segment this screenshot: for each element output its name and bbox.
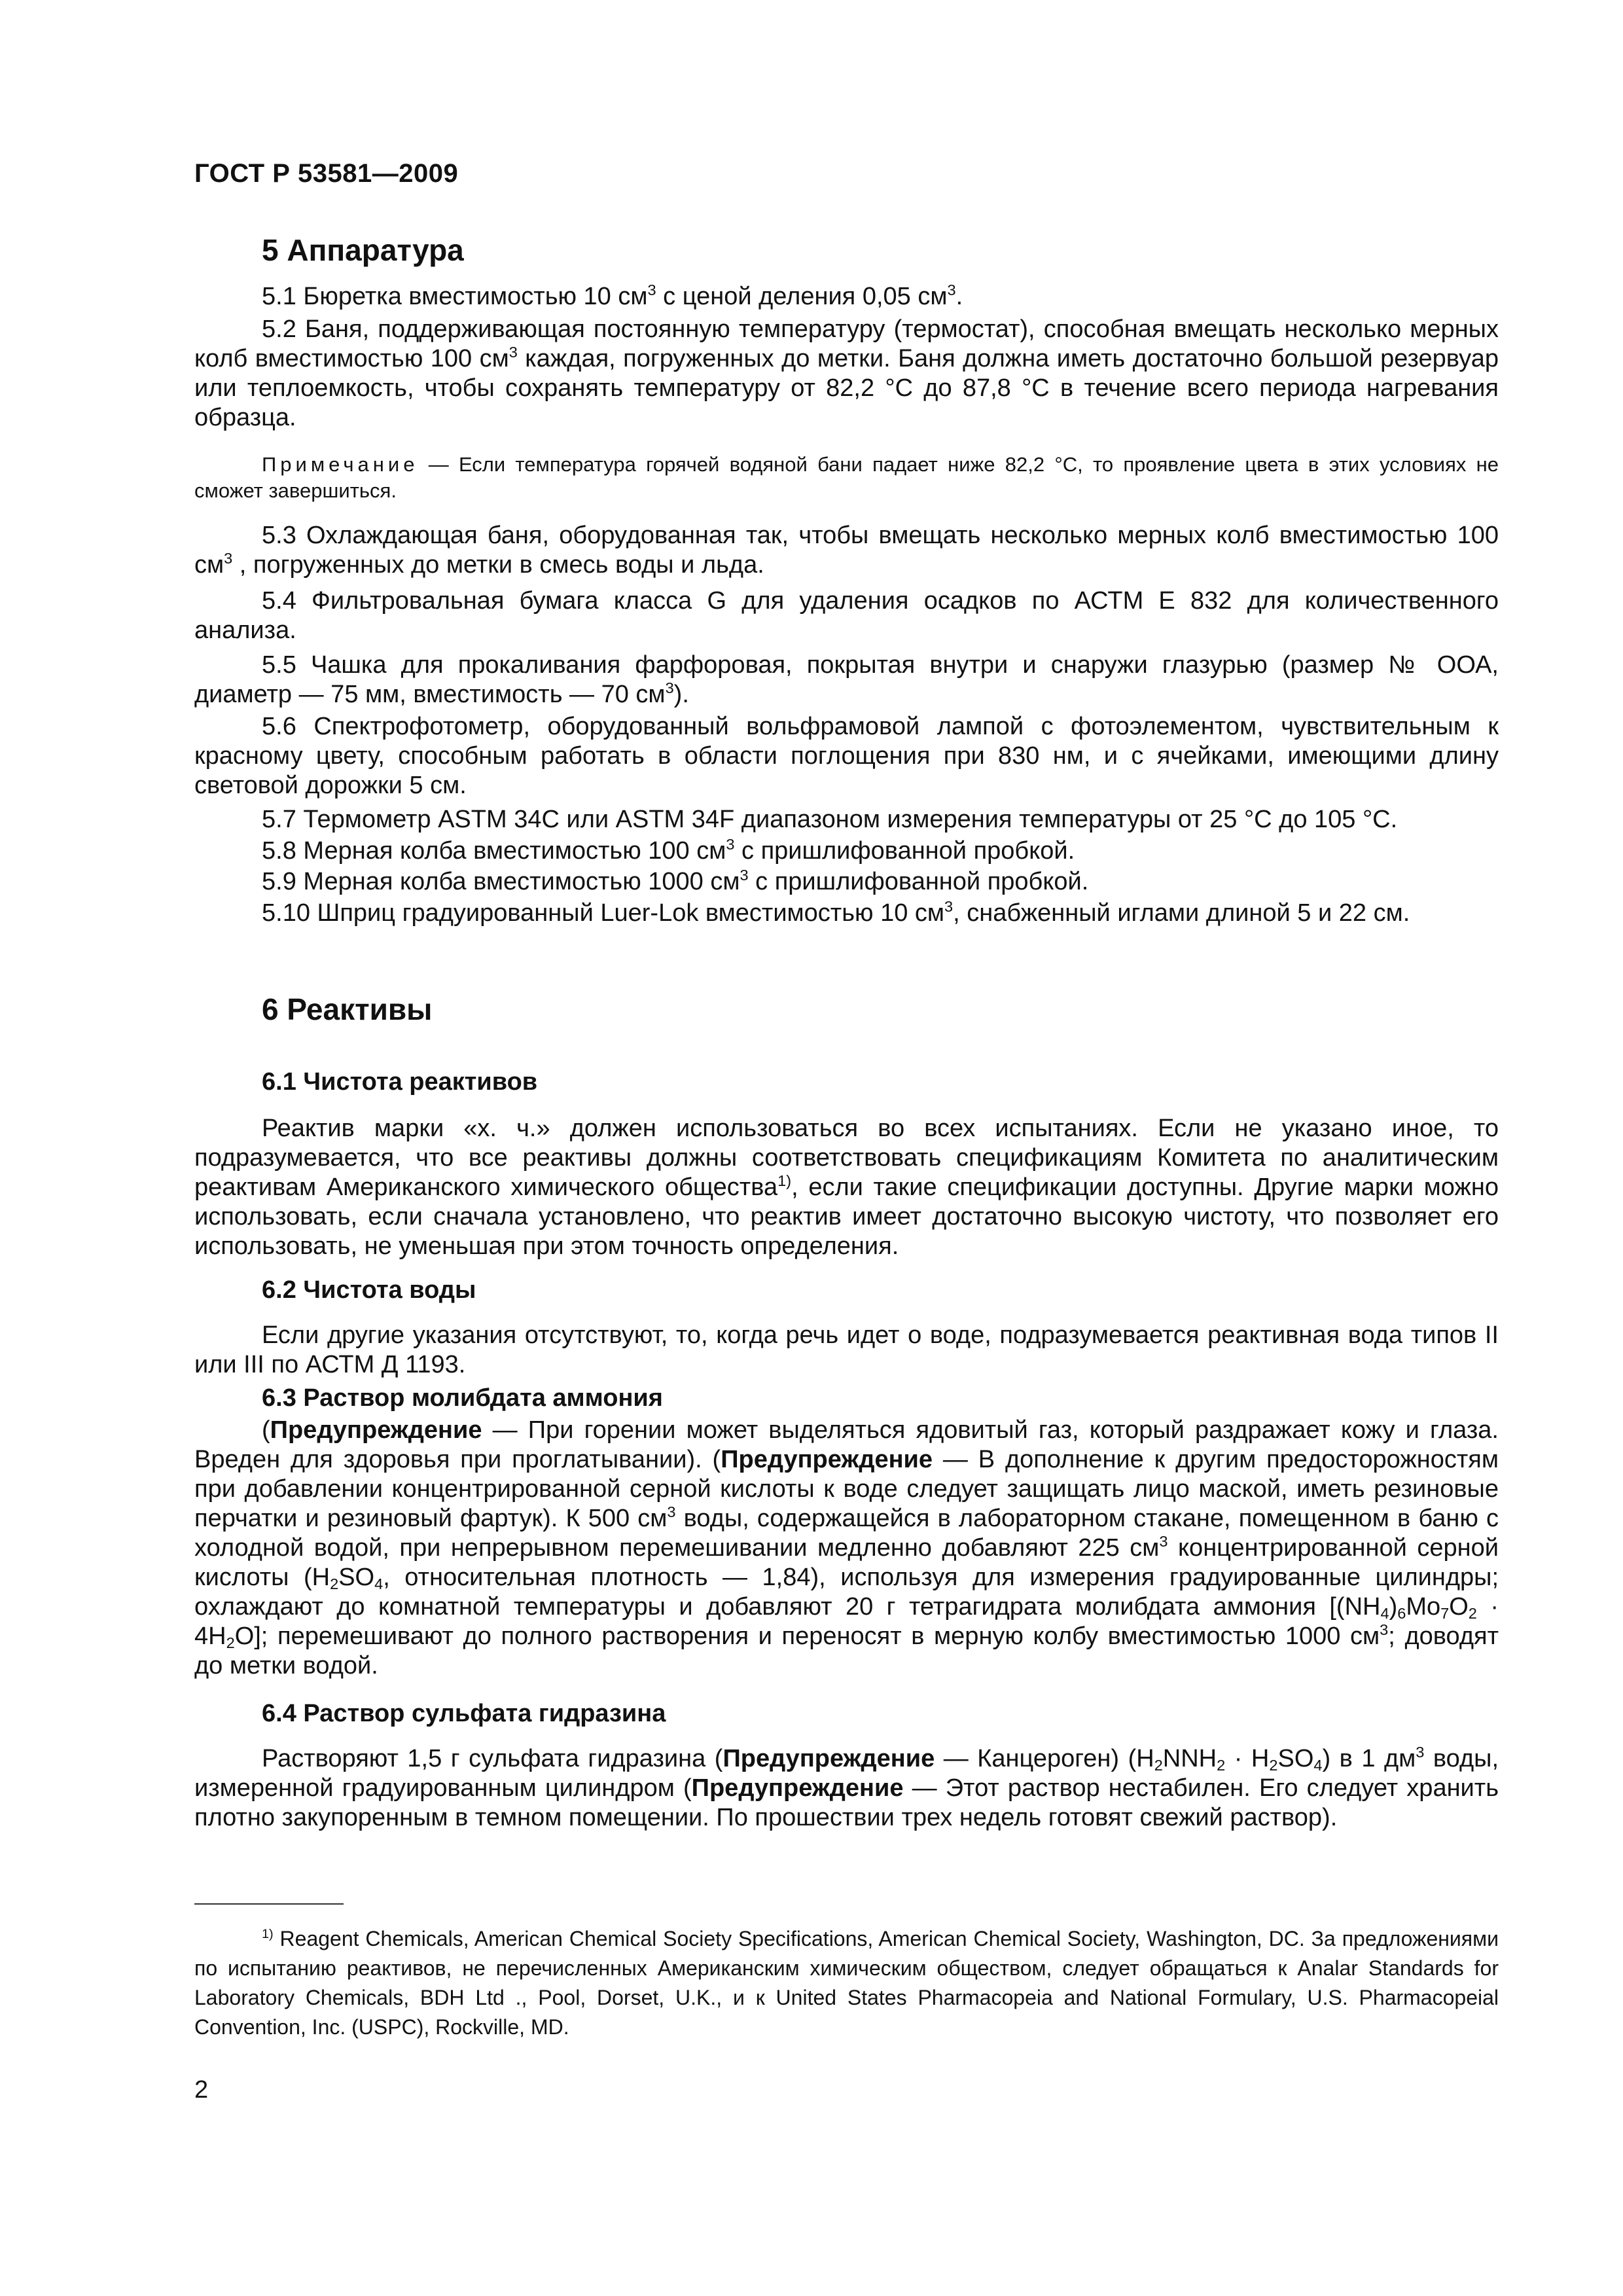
document-header: ГОСТ Р 53581—2009 xyxy=(194,159,459,188)
paragraph-5-1: 5.1 Бюретка вместимостью 10 $см^3$ с ценой деления 0,05 $см^3$. xyxy=(262,281,963,310)
page-number: 2 xyxy=(194,2076,209,2104)
subsection-6-4-title: 6.4 Раствор сульфата гидразина xyxy=(262,1700,666,1727)
paragraph-5-10: 5.10 Шприц градуированный Luer-Lok вместимостью 10 $см^3$, снабженный иглами длиной 5 и 22 см. xyxy=(262,897,1410,927)
warning-label: Предупреждение xyxy=(270,1416,482,1444)
note-text: — Если температура горячей водяной бани падает ниже 82,2 °С, то проявление цвета в этих условиях не сможет завершиться. xyxy=(194,453,1499,502)
warning-label: Предупреждение xyxy=(721,1446,933,1473)
subsection-6-2-title: 6.2 Чистота воды xyxy=(262,1276,476,1304)
note-5-2 xyxy=(194,452,1499,504)
paragraph-6-1: Реактив марки «х. ч.» должен использоваться во всех испытаниях. Если не указано иное, то подразумевается, что все реактивы должны соответствовать спецификациям Комитета по аналитическим реактивам Американского химического общества$^{1)}$, если такие спецификации доступны. Другие марки можно использовать, если сначала установлено, что реактив имеет достаточно высокую чистоту, что позволяет его использовать, не уменьшая при этом точность определения. xyxy=(194,1115,1499,1260)
paragraph-6-4: Растворяют 1,5 г сульфата гидразина (Предупреждение — Канцероген) $(H_2NNH_2 \cdot H_2SO_4)$ в 1 $дм^3$ воды, измеренной градуированным цилиндром (Предупреждение — Этот раствор нестабилен. Его следует хранить плотно закупоренным в темном помещении. По прошествии трех недель готовят свежий раствор). xyxy=(194,1743,1499,1831)
footnote xyxy=(194,1924,1499,2042)
paragraph-5-9: 5.9 Мерная колба вместимостью 1000 $см^3$ с пришлифованной пробкой. xyxy=(262,866,1089,895)
section-5-title: 5 Аппаратура xyxy=(262,233,464,267)
subsection-6-1-title: 6.1 Чистота реактивов xyxy=(262,1068,538,1096)
paragraph-5-7: 5.7 Термометр ASTM 34C или ASTM 34F диапазоном измерения температуры от 25 °С до 105 °С. xyxy=(262,806,1398,833)
footnote-separator xyxy=(194,1903,344,1905)
section-6-title: 6 Реактивы xyxy=(262,992,433,1026)
subsection-6-3-title: 6.3 Раствор молибдата аммония xyxy=(262,1384,663,1412)
warning-label: Предупреждение xyxy=(691,1774,904,1802)
paragraph-5-2: 5.2 Баня, поддерживающая постоянную температуру (термостат), способная вмещать несколько мерных колб вместимостью 100 $см^3$ каждая, погруженных до метки. Баня должна иметь достаточно большой резервуар или теплоемкость, чтобы сохранять температуру от 82,2 °С до 87,8 °С в течение всего периода нагревания образца. xyxy=(194,315,1499,431)
note-label: Примечание xyxy=(262,453,419,476)
footnote-mark: 1) xyxy=(262,1927,274,1942)
paragraph-5-8: 5.8 Мерная колба вместимостью 100 $см^3$ с пришлифованной пробкой. xyxy=(262,835,1075,865)
paragraph-5-3: 5.3 Охлаждающая баня, оборудованная так, чтобы вмещать несколько мерных колб вместимостью 100 $см^3$ , погруженных до метки в смесь воды и льда. xyxy=(194,522,1499,579)
paragraph-5-4: 5.4 Фильтровальная бумага класса G для удаления осадков по АСТМ Е 832 для количественного анализа. xyxy=(194,587,1499,644)
paragraph-5-5: 5.5 Чашка для прокаливания фарфоровая, покрытая внутри и снаружи глазурью (размер № ООА, диаметр — 75 мм, вместимость — 70 $см^3$). xyxy=(194,651,1499,708)
warning-label: Предупреждение xyxy=(722,1745,935,1772)
footnote-text: Reagent Chemicals, American Chemical Society Specifications, American Chemical Society, Washington, DC. За предложениями по испытанию реактивов, не перечисленных Американским химическим обществом, следует обращаться к Analar Standards for Laboratory Chemicals, BDH Ltd ., Pool, Dorset, U.K., и к United States Pharmacopeia and National Formulary, U.S. Pharmacopeial Convention, Inc. (USPC), Rockville, MD. xyxy=(194,1927,1499,2039)
paragraph-5-6: 5.6 Спектрофотометр, оборудованный вольфрамовой лампой с фотоэлементом, чувствительным к красному цвету, способным работать в области поглощения при 830 нм, и с ячейками, имеющими длину световой дорожки 5 см. xyxy=(194,713,1499,799)
paragraph-6-2: Если другие указания отсутствуют, то, когда речь идет о воде, подразумевается реактивная вода типов II или III по АСТМ Д 1193. xyxy=(194,1321,1499,1378)
paragraph-6-3: (Предупреждение — При горении может выделяться ядовитый газ, который раздражает кожу и глаза. Вреден для здоровья при проглатывании). (Предупреждение — В дополнение к другим предосторожностям при добавлении концентрированной серной кислоты к воде следует защищать лицо маской, иметь резиновые перчатки и резиновый фартук). К 500 $см^3$ воды, содержащейся в лабораторном стакане, помещенном в баню с холодной водой, при непрерывном перемешивании медленно добавляют 225 $см^3$ концентрированной серной кислоты ($H_2SO_4$, относительная плотность — 1,84), используя для измерения градуированные цилиндры; охлаждают до комнатной температуры и добавляют 20 г тетрагидрата молибдата аммония $[(NH_4)_6Mo_7O_2 \cdot 4H_2O]$; перемешивают до полного растворения и переносят в мерную колбу вместимостью 1000 $см^3$; доводят до метки водой. xyxy=(194,1416,1499,1679)
